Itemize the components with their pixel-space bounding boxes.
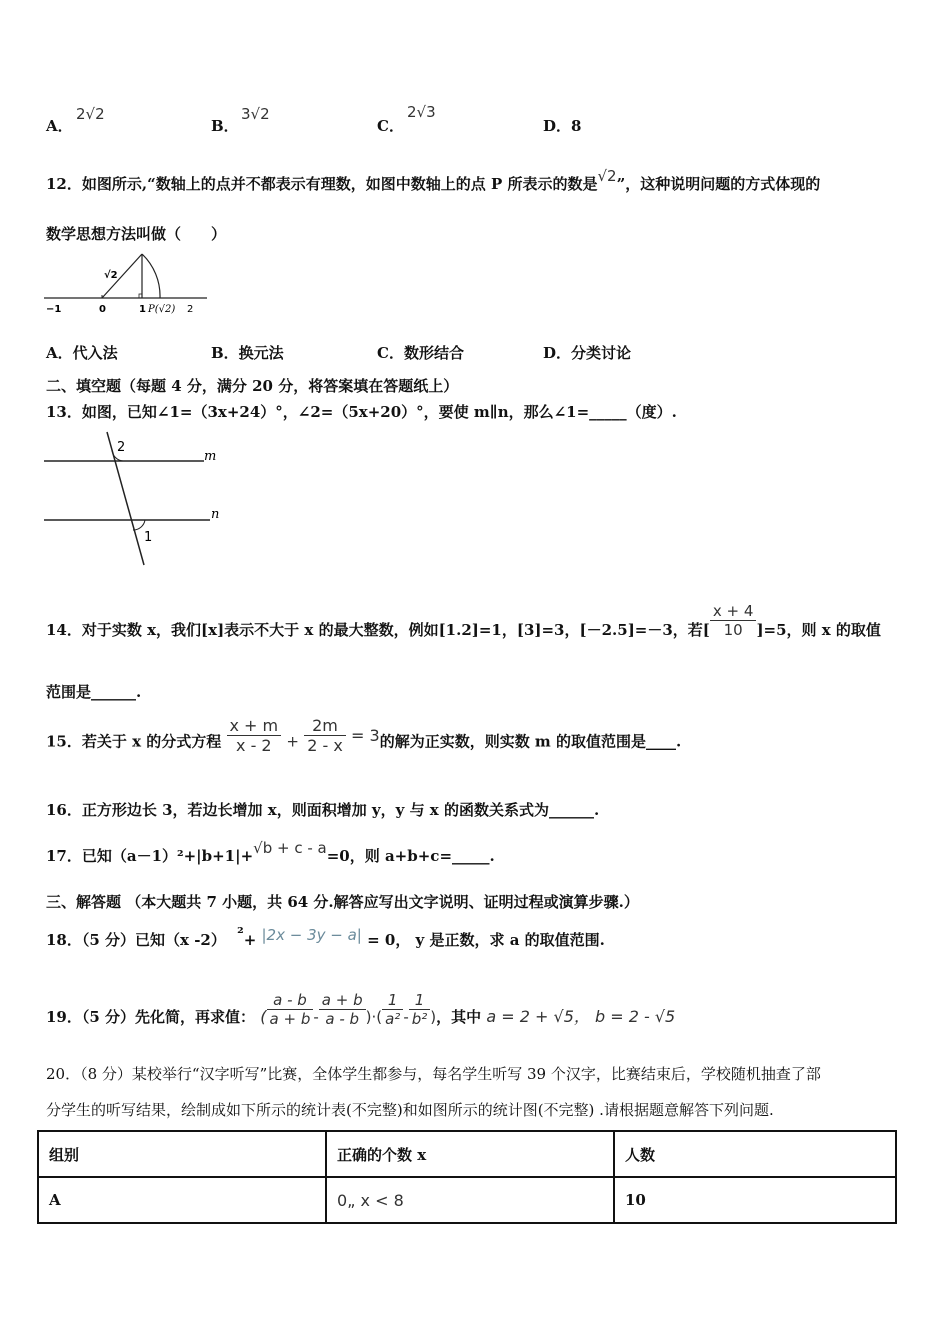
label-angle-2: 2 bbox=[117, 440, 126, 455]
q20-line2: 分学生的听写结果，绘制成如下所示的统计表(不完整)和如图所示的统计图(不完整) .请根据题意解答下列问题. bbox=[46, 1101, 774, 1119]
option-value: 3√2 bbox=[241, 105, 270, 123]
superscript-2: ² bbox=[237, 924, 244, 942]
q14-text: 14．对于实数 x，我们[x]表示不大于 x 的最大整数，例如[1.2]=1，[3]=3，[－2.5]=－3，若[ bbox=[46, 621, 710, 639]
option-label: A． bbox=[46, 117, 73, 135]
cell-range: 0„ x < 8 bbox=[326, 1177, 614, 1223]
cell-group: A bbox=[38, 1177, 326, 1223]
parallel-lines-figure bbox=[44, 430, 234, 570]
section-3-heading: 三、解答题 （本大题共 7 小题，共 64 分.解答应写出文字说明、证明过程或演算步骤.） bbox=[46, 893, 639, 911]
q19-fraction-2 bbox=[319, 991, 366, 1028]
fraction-denominator: 2 - x bbox=[307, 736, 343, 755]
q14-line1 bbox=[46, 601, 881, 640]
q19-fraction-3 bbox=[382, 991, 403, 1028]
option-label: C． bbox=[377, 117, 404, 135]
q12-text: ”，这种说明问题的方式体现的 bbox=[616, 175, 821, 193]
fraction-denominator: b² bbox=[411, 1009, 428, 1028]
q17-line bbox=[46, 839, 495, 866]
label-n: n bbox=[211, 507, 220, 522]
q19-line: 19．（5 分）先化简，再求值： ( $\frac{a - b}{a + b}$ - $\frac{a + b}{a - b}$ )·( $\frac{1}{\text{a²}}$ - $\frac{1}{\text{b²}}$ )，其中 a = 2 + √5， b = 2 - √5 bbox=[46, 990, 676, 1028]
angle-1-arc bbox=[133, 520, 145, 530]
cell-people: 10 bbox=[614, 1177, 896, 1223]
q19-condition: a = 2 + √5， b = 2 - √5 bbox=[486, 1007, 676, 1026]
q12-option-a: A．代入法 bbox=[46, 344, 118, 362]
q15-fraction-1 bbox=[227, 716, 282, 755]
fraction-numerator: a - b bbox=[267, 991, 314, 1010]
header-count: 正确的个数 x bbox=[326, 1131, 614, 1177]
q17-text: 17．已知（a－1）²+|b+1|+ bbox=[46, 847, 254, 865]
tick-label-1: 1 bbox=[139, 304, 146, 315]
tick-label-0: 0 bbox=[99, 304, 106, 315]
table-header-row bbox=[38, 1131, 896, 1177]
statistics-table bbox=[37, 1130, 897, 1224]
option-value: 2√2 bbox=[76, 105, 105, 123]
absolute-value-expression: |2x − 3y − a| bbox=[261, 926, 362, 944]
q11-option-a bbox=[46, 105, 105, 136]
fraction-numerator: a + b bbox=[319, 991, 366, 1010]
tick-label-2: 2 bbox=[187, 304, 194, 315]
q13-text: 13．如图，已知∠1=（3x+24）°，∠2=（5x+20）°，要使 m∥n，那么∠1=_____（度）. bbox=[46, 403, 677, 421]
q11-option-c bbox=[377, 103, 436, 136]
fraction-denominator: 10 bbox=[723, 620, 743, 639]
fraction-numerator: 1 bbox=[409, 991, 431, 1010]
q19-text: 19．（5 分）先化简，再求值： bbox=[46, 1008, 256, 1026]
q15-text: 的解为正实数，则实数 m 的取值范围是____. bbox=[379, 732, 682, 751]
q12-text: 12．如图所示,“数轴上的点并不都表示有理数，如图中数轴上的点 P 所表示的数是 bbox=[46, 175, 598, 193]
plus-sign: + bbox=[243, 931, 257, 949]
fraction-denominator: a² bbox=[385, 1009, 401, 1028]
q15-text: 15．若关于 x 的分式方程 bbox=[46, 732, 222, 751]
tick-label-minus1: −1 bbox=[46, 304, 62, 315]
header-group: 组别 bbox=[38, 1131, 326, 1177]
fraction-numerator: 1 bbox=[382, 991, 403, 1010]
hypotenuse-label: √2 bbox=[104, 270, 118, 281]
q19-fraction-4 bbox=[409, 991, 431, 1028]
q14-line2: 范围是______. bbox=[46, 683, 142, 701]
option-value: 2√3 bbox=[407, 103, 436, 121]
q12-option-c: C．数形结合 bbox=[377, 344, 464, 362]
q18-line bbox=[46, 924, 605, 950]
q14-text: ]=5，则 x 的取值 bbox=[756, 621, 881, 639]
q17-text: =0，则 a+b+c=_____. bbox=[326, 847, 495, 865]
plus-sign: + bbox=[286, 732, 299, 751]
equals-3: = 3 bbox=[351, 725, 380, 745]
number-line-figure bbox=[44, 250, 214, 318]
q12-line2: 数学思想方法叫做（ ） bbox=[46, 225, 227, 243]
fraction-denominator: x - 2 bbox=[236, 736, 272, 755]
option-label: B． bbox=[211, 117, 239, 135]
q12-option-b: B．换元法 bbox=[211, 344, 284, 362]
q11-option-d: D．8 bbox=[543, 117, 582, 135]
q15-line bbox=[46, 716, 682, 755]
q14-fraction bbox=[710, 602, 757, 639]
arc bbox=[142, 254, 160, 298]
fraction-numerator: 2m bbox=[304, 716, 346, 736]
q19-fraction-1 bbox=[267, 991, 314, 1028]
label-angle-1: 1 bbox=[144, 530, 153, 545]
header-people: 人数 bbox=[614, 1131, 896, 1177]
q16-text: 16．正方形边长 3，若边长增加 x，则面积增加 y，y 与 x 的函数关系式为______. bbox=[46, 801, 600, 819]
fraction-denominator: a - b bbox=[325, 1009, 360, 1028]
q12-option-d: D．分类讨论 bbox=[543, 344, 632, 362]
sqrt2: √2 bbox=[597, 167, 617, 185]
point-p-label: P(√2) bbox=[148, 304, 176, 315]
q15-fraction-2 bbox=[304, 716, 346, 755]
fraction-numerator: x + 4 bbox=[710, 602, 757, 621]
q12-line1 bbox=[46, 167, 821, 194]
label-m: m bbox=[204, 449, 217, 464]
sqrt-expression: √b + c - a bbox=[253, 839, 327, 857]
fraction-numerator: x + m bbox=[227, 716, 282, 736]
q18-text: = 0， y 是正数，求 a 的取值范围. bbox=[367, 931, 605, 949]
q19-text: ，其中 bbox=[436, 1008, 482, 1026]
fraction-denominator: a + b bbox=[269, 1009, 311, 1028]
table-row bbox=[38, 1177, 896, 1223]
q11-option-b bbox=[211, 105, 270, 136]
q20-line1: 20．（8 分）某校举行“汉字听写”比赛，全体学生都参与，每名学生听写 39 个汉字，比赛结束后，学校随机抽查了部 bbox=[46, 1065, 821, 1083]
section-2-heading: 二、填空题（每题 4 分，满分 20 分，将答案填在答题纸上） bbox=[46, 377, 459, 395]
q18-text: 18．（5 分）已知（x -2） bbox=[46, 931, 226, 949]
